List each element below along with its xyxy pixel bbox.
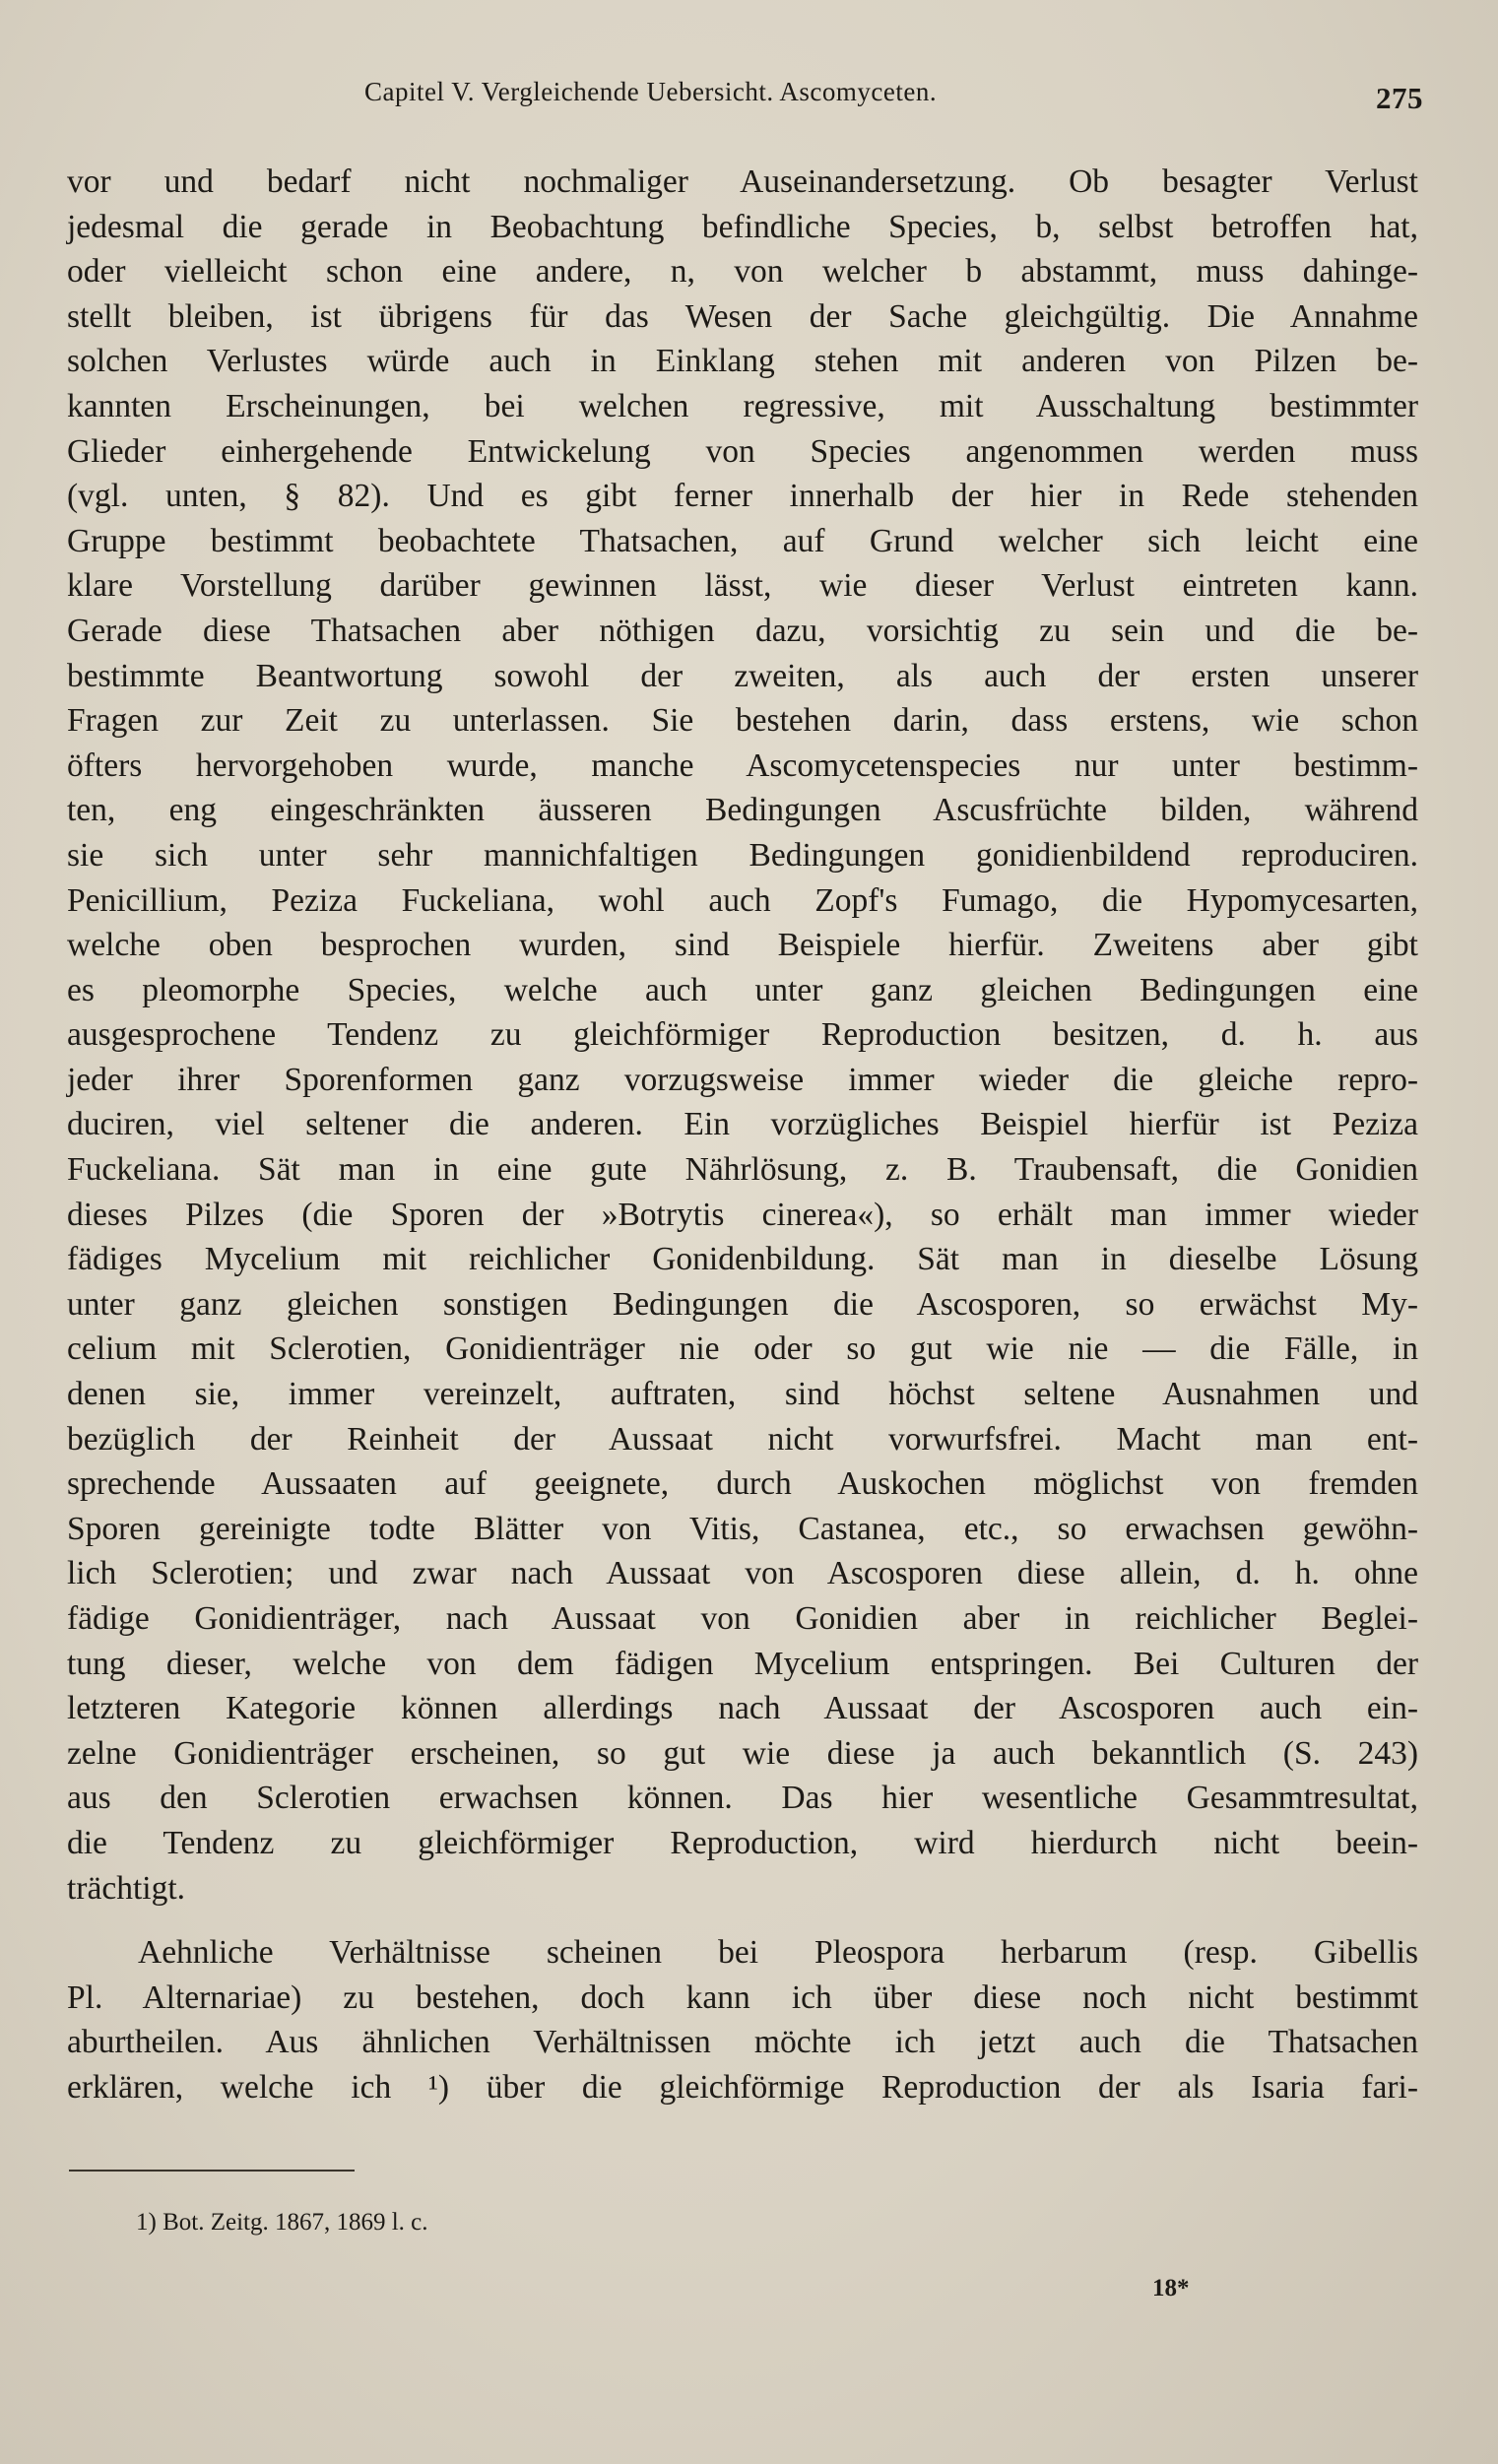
body-text bbox=[67, 160, 1418, 2110]
text-line: letzteren Kategorie können allerdings nach Aussaat der Ascosporen auch ein- bbox=[67, 1690, 1418, 1727]
text-line: Gruppe bestimmt beobachtete Thatsachen, auf Grund welcher sich leicht eine bbox=[67, 522, 1418, 559]
text-line: jedesmal die gerade in Beobachtung befindliche Species, b, selbst betroffen hat, bbox=[67, 208, 1418, 245]
text-line: klare Vorstellung darüber gewinnen lässt, wie dieser Verlust eintreten kann. bbox=[67, 567, 1418, 605]
text-line: denen sie, immer vereinzelt, auftraten, sind höchst seltene Ausnahmen und bbox=[67, 1376, 1418, 1413]
text-line: duciren, viel seltener die anderen. Ein vorzügliches Beispiel hierfür ist Peziza bbox=[67, 1106, 1418, 1143]
header-title: Capitel V. Vergleichende Uebersicht. Ascomyceten. bbox=[364, 77, 938, 106]
text-line: unter ganz gleichen sonstigen Bedingungen die Ascosporen, so erwächst My- bbox=[67, 1285, 1418, 1323]
text-line: sie sich unter sehr mannichfaltigen Bedingungen gonidienbildend reproduciren. bbox=[67, 836, 1418, 874]
footnote: 1) Bot. Zeitg. 1867, 1869 l. c. bbox=[136, 2209, 428, 2236]
text-line: vor und bedarf nicht nochmaliger Auseinandersetzung. Ob besagter Verlust bbox=[67, 163, 1418, 200]
signature-mark: 18* bbox=[1152, 2275, 1190, 2302]
text-line: Gerade diese Thatsachen aber nöthigen dazu, vorsichtig zu sein und die be- bbox=[67, 612, 1418, 649]
text-line: trächtigt. bbox=[67, 1869, 185, 1907]
text-line: stellt bleiben, ist übrigens für das Wesen der Sache gleichgültig. Die Annahme bbox=[67, 297, 1418, 335]
page-number: 275 bbox=[1376, 81, 1423, 115]
text-line: (vgl. unten, § 82). Und es gibt ferner innerhalb der hier in Rede stehenden bbox=[67, 478, 1418, 515]
text-line: bezüglich der Reinheit der Aussaat nicht vorwurfsfrei. Macht man ent- bbox=[67, 1420, 1418, 1458]
paragraph-gap bbox=[67, 1911, 1418, 1930]
text-line: fädige Gonidienträger, nach Aussaat von Gonidien aber in reichlicher Beglei- bbox=[67, 1600, 1418, 1637]
text-line: es pleomorphe Species, welche auch unter ganz gleichen Bedingungen eine bbox=[67, 971, 1418, 1008]
text-line: tung dieser, welche von dem fädigen Mycelium entspringen. Bei Culturen der bbox=[67, 1645, 1418, 1682]
text-line: sprechende Aussaaten auf geeignete, durch Auskochen möglichst von fremden bbox=[67, 1465, 1418, 1503]
text-line: solchen Verlustes würde auch in Einklang stehen mit anderen von Pilzen be- bbox=[67, 343, 1418, 380]
text-line: die Tendenz zu gleichförmiger Reproduction, wird hierdurch nicht beein- bbox=[67, 1824, 1418, 1861]
text-line: jeder ihrer Sporenformen ganz vorzugsweise immer wieder die gleiche repro- bbox=[67, 1061, 1418, 1098]
text-line: Penicillium, Peziza Fuckeliana, wohl auch Zopf's Fumago, die Hypomycesarten, bbox=[67, 881, 1418, 919]
text-line: bestimmte Beantwortung sowohl der zweiten, als auch der ersten unserer bbox=[67, 657, 1418, 694]
text-line: Glieder einhergehende Entwickelung von Species angenommen werden muss bbox=[67, 432, 1418, 470]
text-line: Aehnliche Verhältnisse scheinen bei Pleospora herbarum (resp. Gibellis bbox=[138, 1934, 1418, 1972]
text-line: welche oben besprochen wurden, sind Beispiele hierfür. Zweitens aber gibt bbox=[67, 927, 1418, 964]
text-line: kannten Erscheinungen, bei welchen regressive, mit Ausschaltung bestimmter bbox=[67, 387, 1418, 424]
text-line: lich Sclerotien; und zwar nach Aussaat von Ascosporen diese allein, d. h. ohne bbox=[67, 1555, 1418, 1592]
text-line: Sporen gereinigte todte Blätter von Vitis, Castanea, etc., so erwachsen gewöhn- bbox=[67, 1510, 1418, 1547]
text-line: zelne Gonidienträger erscheinen, so gut wie diese ja auch bekanntlich (S. 243) bbox=[67, 1734, 1418, 1772]
text-line: dieses Pilzes (die Sporen der »Botrytis cinerea«), so erhält man immer wieder bbox=[67, 1196, 1418, 1233]
text-line: Fuckeliana. Sät man in eine gute Nährlösung, z. B. Traubensaft, die Gonidien bbox=[67, 1151, 1418, 1189]
text-line: fädiges Mycelium mit reichlicher Gonidenbildung. Sät man in dieselbe Lösung bbox=[67, 1241, 1418, 1278]
text-line: celium mit Sclerotien, Gonidienträger nie oder so gut wie nie — die Fälle, in bbox=[67, 1330, 1418, 1368]
footnote-rule bbox=[69, 2170, 355, 2172]
text-line: erklären, welche ich ¹) über die gleichförmige Reproduction der als Isaria fari- bbox=[67, 2068, 1418, 2106]
text-line: aburtheilen. Aus ähnlichen Verhältnissen möchte ich jetzt auch die Thatsachen bbox=[67, 2024, 1418, 2061]
text-line: Pl. Alternariae) zu bestehen, doch kann ich über diese noch nicht bestimmt bbox=[67, 1978, 1418, 2016]
text-line: ten, eng eingeschränkten äusseren Bedingungen Ascusfrüchte bilden, während bbox=[67, 792, 1418, 829]
text-line: öfters hervorgehoben wurde, manche Ascomycetenspecies nur unter bestimm- bbox=[67, 746, 1418, 784]
text-line: Fragen zur Zeit zu unterlassen. Sie bestehen darin, dass erstens, wie schon bbox=[67, 702, 1418, 740]
text-line: oder vielleicht schon eine andere, n, von welcher b abstammt, muss dahinge- bbox=[67, 253, 1418, 291]
text-line: ausgesprochene Tendenz zu gleichförmiger Reproduction besitzen, d. h. aus bbox=[67, 1016, 1418, 1054]
text-line: aus den Sclerotien erwachsen können. Das hier wesentliche Gesammtresultat, bbox=[67, 1780, 1418, 1817]
